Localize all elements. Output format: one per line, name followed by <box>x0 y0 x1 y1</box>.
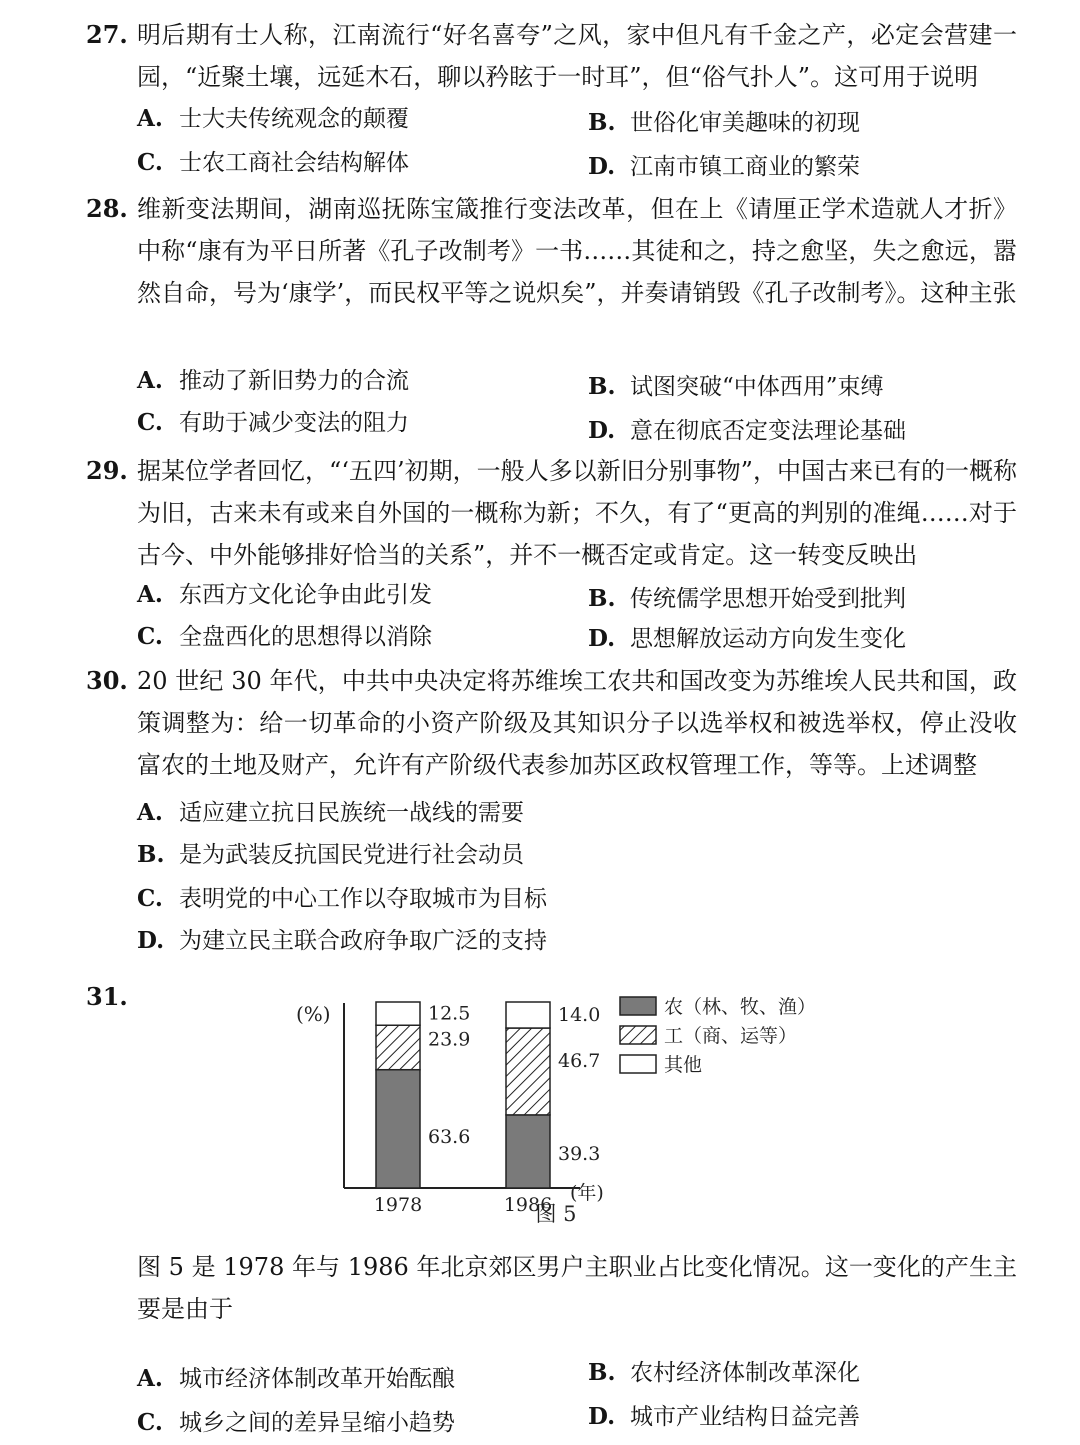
option-label: C. <box>137 623 163 650</box>
option-text: 思想解放运动方向发生变化 <box>630 626 906 652</box>
option-c[interactable] <box>137 882 547 916</box>
option-b[interactable] <box>137 838 524 872</box>
option-label: D. <box>588 1403 616 1430</box>
option-label: B. <box>588 1359 616 1386</box>
option-text: 城乡之间的差异呈缩小趋势 <box>179 1410 455 1436</box>
option-d[interactable] <box>137 924 547 958</box>
data-label: 12.5 <box>428 1002 471 1025</box>
option-text: 东西方文化论争由此引发 <box>179 582 432 608</box>
bar-segment <box>376 1070 420 1188</box>
option-c[interactable] <box>137 620 432 654</box>
option-text: 推动了新旧势力的合流 <box>179 368 409 394</box>
question-stem: 图 5 是 1978 年与 1986 年北京郊区男户主职业占比变化情况。这一变化的产生主要是由于 <box>137 1253 1017 1323</box>
option-label: A. <box>137 1365 163 1392</box>
option-text: 传统儒学思想开始受到批判 <box>630 586 906 612</box>
option-label: A. <box>137 581 163 608</box>
data-label: 46.7 <box>558 1050 601 1073</box>
option-text: 是为武装反抗国民党进行社会动员 <box>179 842 524 868</box>
option-a[interactable] <box>137 1362 455 1396</box>
option-text: 江南市镇工商业的繁荣 <box>630 154 860 180</box>
option-a[interactable] <box>137 578 432 612</box>
option-label: B. <box>588 585 616 612</box>
data-label: 63.6 <box>428 1126 471 1149</box>
option-text: 意在彻底否定变法理论基础 <box>630 418 906 444</box>
option-b[interactable] <box>588 582 906 616</box>
figure-5-chart <box>280 985 840 1225</box>
bar-segment <box>506 1002 550 1028</box>
data-label: 23.9 <box>428 1028 471 1051</box>
question-stem: 20 世纪 30 年代，中共中央决定将苏维埃工农共和国改变为苏维埃人民共和国，政策调整为：给一切革命的小资产阶级及其知识分子以选举权和被选举权，停止没收富农的土地及财产，允许有产阶级代表参加苏区政权管理工作，等等。上述调整 <box>137 667 1017 779</box>
option-text: 士大夫传统观念的颠覆 <box>179 106 409 132</box>
option-text: 士农工商社会结构解体 <box>179 150 409 176</box>
legend-label: 其他 <box>664 1054 703 1076</box>
legend-label: 农（林、牧、渔） <box>664 996 817 1018</box>
bar-segment <box>376 1002 420 1025</box>
option-text: 农村经济体制改革深化 <box>630 1360 860 1386</box>
data-label: 14.0 <box>558 1004 601 1027</box>
option-b[interactable] <box>588 1356 860 1390</box>
option-d[interactable] <box>588 622 906 656</box>
option-text: 表明党的中心工作以夺取城市为目标 <box>179 886 547 912</box>
option-label: A. <box>137 105 163 132</box>
option-text: 城市产业结构日益完善 <box>630 1404 860 1430</box>
option-text: 适应建立抗日民族统一战线的需要 <box>179 800 524 826</box>
x-tick-label: 1986 <box>503 1194 553 1216</box>
y-axis-label: (%) <box>296 1002 331 1026</box>
option-text: 世俗化审美趣味的初现 <box>630 110 860 136</box>
stacked-bar-chart <box>280 985 840 1225</box>
option-a[interactable] <box>137 102 409 136</box>
option-text: 有助于减少变法的阻力 <box>179 410 409 436</box>
option-d[interactable] <box>588 150 860 184</box>
option-text: 为建立民主联合政府争取广泛的支持 <box>179 928 547 954</box>
option-text: 城市经济体制改革开始酝酿 <box>179 1366 455 1392</box>
option-label: C. <box>137 885 163 912</box>
question-number: 28. <box>86 194 128 223</box>
legend-swatch <box>620 1055 656 1073</box>
x-tick-label: 1978 <box>373 1194 423 1216</box>
option-text: 试图突破“中体西用”束缚 <box>630 374 884 400</box>
option-label: B. <box>137 841 165 868</box>
question-number: 31. <box>86 982 128 1011</box>
option-label: D. <box>588 625 616 652</box>
option-b[interactable] <box>588 370 884 404</box>
option-label: C. <box>137 409 163 436</box>
option-label: D. <box>588 417 616 444</box>
bar-segment <box>376 1025 420 1069</box>
option-c[interactable] <box>137 146 409 180</box>
option-label: B. <box>588 373 616 400</box>
question-stem: 据某位学者回忆，“‘五四’初期，一般人多以新旧分别事物”，中国古来已有的一概称为旧，古来未有或来自外国的一概称为新；不久，有了“更高的判别的准绳……对于古今、中外能够排好恰当的关系”，并不一概否定或肯定。这一转变反映出 <box>137 457 1017 569</box>
bar-segment <box>506 1028 550 1115</box>
legend-label: 工（商、运等） <box>664 1025 798 1047</box>
legend-swatch <box>620 1026 656 1044</box>
question-number: 27. <box>86 20 128 49</box>
option-label: C. <box>137 1409 163 1436</box>
option-label: A. <box>137 799 163 826</box>
option-a[interactable] <box>137 796 524 830</box>
question-number: 30. <box>86 666 128 695</box>
question-number: 29. <box>86 456 128 485</box>
option-label: A. <box>137 367 163 394</box>
option-label: D. <box>137 927 165 954</box>
bar-segment <box>506 1115 550 1188</box>
question-stem: 明后期有士人称，江南流行“好名喜夸”之风，家中但凡有千金之产，必定会营建一园，“近聚土壤，远延木石，聊以矜眩于一时耳”，但“俗气扑人”。这可用于说明 <box>137 21 1017 91</box>
option-b[interactable] <box>588 106 860 140</box>
question-stem: 维新变法期间，湖南巡抚陈宝箴推行变法改革，但在上《请厘正学术造就人才折》中称“康有为平日所著《孔子改制考》一书……其徒和之，持之愈坚，失之愈远，嚣然自命，号为‘康学’，而民权平等之说炽矣”，并奏请销毁《孔子改制考》。这种主张 <box>137 195 1017 307</box>
legend-swatch <box>620 997 656 1015</box>
data-label: 39.3 <box>558 1143 601 1166</box>
option-c[interactable] <box>137 1406 455 1440</box>
option-label: D. <box>588 153 616 180</box>
option-a[interactable] <box>137 364 409 398</box>
option-d[interactable] <box>588 414 906 448</box>
option-c[interactable] <box>137 406 409 440</box>
option-label: B. <box>588 109 616 136</box>
option-text: 全盘西化的思想得以消除 <box>179 624 432 650</box>
x-axis-label: (年) <box>570 1182 604 1204</box>
option-d[interactable] <box>588 1400 860 1434</box>
figure-caption: 图 5 <box>535 1202 577 1225</box>
option-label: C. <box>137 149 163 176</box>
